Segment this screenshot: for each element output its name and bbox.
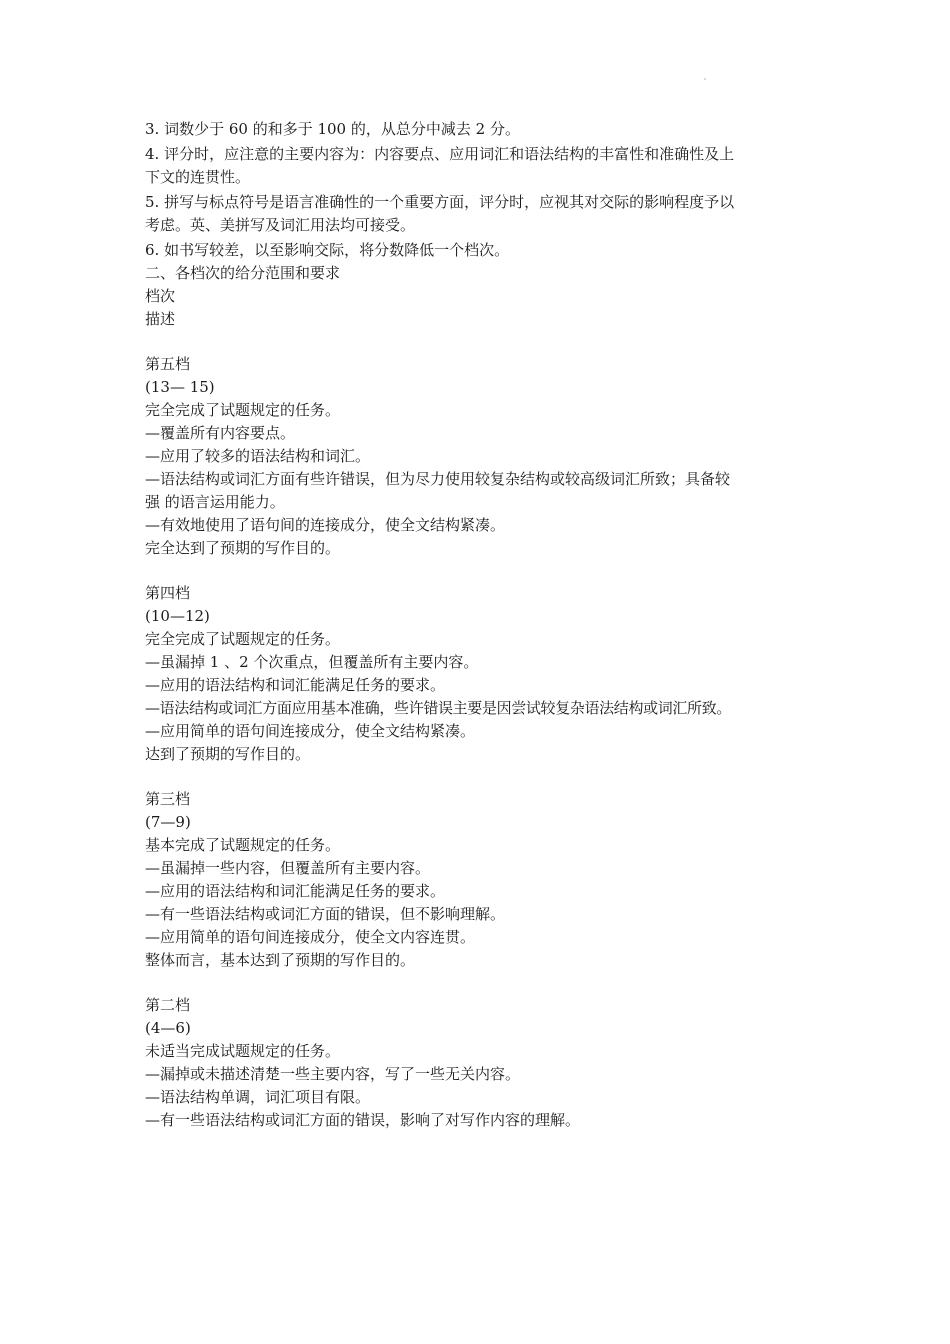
level-line: —应用的语法结构和词汇能满足任务的要求。 [145,882,446,900]
level-line: —应用简单的语句间连接成分，使全文内容连贯。 [145,928,476,946]
level-line: 达到了预期的写作目的。 [145,745,311,763]
level-range: (7—9) [145,813,191,831]
level-2 [145,994,825,1132]
level-name: 第五档 [145,355,191,373]
level-3 [145,788,825,972]
level-line: —漏掉或未描述清楚一些主要内容，写了一些无关内容。 [145,1065,521,1083]
level-name: 第三档 [145,790,191,808]
level-line: 整体而言，基本达到了预期的写作目的。 [145,951,416,969]
level-line: —应用简单的语句间连接成分，使全文结构紧凑。 [145,722,476,740]
level-line: 完全达到了预期的写作目的。 [145,539,341,557]
rule-3: 3. 词数少于 60 的和多于 100 的，从总分中减去 2 分。 [145,120,520,138]
level-4 [145,582,825,766]
section-title: 二、各档次的给分范围和要求 [145,264,341,282]
level-name: 第四档 [145,584,191,602]
level-range: (10—12) [145,607,210,625]
level-line: —语法结构单调，词汇项目有限。 [145,1088,371,1106]
level-name: 第二档 [145,996,191,1014]
level-line: 完全完成了试题规定的任务。 [145,630,341,648]
level-line: —虽漏掉 1 、2 个次重点，但覆盖所有主要内容。 [145,653,479,671]
level-line: —语法结构或词汇方面有些许错误，但为尽力使用较复杂结构或较高级词汇所致；具备较 强 的语言运用能力。 [145,470,731,511]
rule-4: 4. 评分时，应注意的主要内容为：内容要点、应用词汇和语法结构的丰富性和准确性及上 下文的连贯性。 [145,145,735,186]
level-line: 未适当完成试题规定的任务。 [145,1042,341,1060]
rule-6: 6. 如书写较差，以至影响交际，将分数降低一个档次。 [145,241,510,259]
header-mark [704,78,706,80]
level-line: —有效地使用了语句间的连接成分，使全文结构紧凑。 [145,516,506,534]
level-line: —有一些语法结构或词汇方面的错误，但不影响理解。 [145,905,506,923]
document-page [145,118,825,1132]
table-header-level: 档次 [145,287,176,305]
level-line: —应用的语法结构和词汇能满足任务的要求。 [145,676,446,694]
level-line: —虽漏掉一些内容，但覆盖所有主要内容。 [145,859,431,877]
level-5 [145,353,825,560]
level-line: 基本完成了试题规定的任务。 [145,836,341,854]
level-line: —有一些语法结构或词汇方面的错误，影响了对写作内容的理解。 [145,1111,581,1129]
level-range: (4—6) [145,1019,191,1037]
level-range: (13— 15) [145,378,215,396]
rule-5: 5. 拼写与标点符号是语言准确性的一个重要方面，评分时，应视其对交际的影响程度予以 考虑。英、美拼写及词汇用法均可接受。 [145,193,735,234]
level-line: —语法结构或词汇方面应用基本准确，些许错误主要是因尝试较复杂语法结构或词汇所致。 [145,699,732,717]
level-line: 完全完成了试题规定的任务。 [145,401,341,419]
level-line: —应用了较多的语法结构和词汇。 [145,447,371,465]
level-line: —覆盖所有内容要点。 [145,424,296,442]
table-header-description: 描述 [145,310,176,328]
